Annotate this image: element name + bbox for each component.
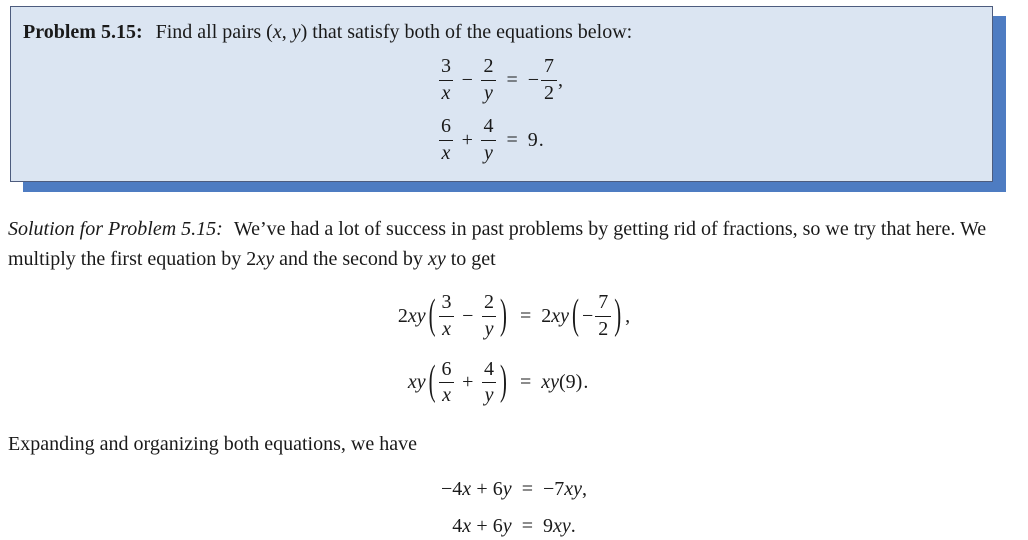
solution-lead: Solution for Problem 5.15: (8, 218, 223, 241)
math-var-xy: xy (564, 477, 583, 500)
equation-2-rhs (528, 129, 544, 151)
plus-operator: + (476, 477, 488, 500)
fraction-2-over-y (481, 292, 497, 340)
minus-operator: − (462, 305, 474, 328)
period: . (538, 129, 544, 152)
fraction-denominator: 2 (541, 80, 557, 105)
expanding-paragraph: Expanding and organizing both equations, we have (8, 432, 417, 455)
fraction-numerator: 2 (483, 55, 494, 77)
period: . (570, 514, 576, 537)
fraction-denominator: x (439, 382, 454, 407)
fraction-6-over-x (438, 116, 454, 164)
equals-sign: = (521, 477, 533, 500)
left-paren: ( (428, 357, 436, 405)
fraction-3-over-x (438, 56, 454, 104)
right-paren: ) (500, 291, 507, 339)
left-paren: ( (572, 291, 579, 339)
mult-equation-1-lhs (398, 292, 510, 340)
math-var-y: y (502, 477, 512, 500)
solution-text-3: to get (445, 248, 496, 271)
minus-operator: − (461, 68, 473, 91)
math-var-x: x (462, 514, 472, 537)
fraction-denominator: y (482, 316, 497, 341)
math-var-x: x (272, 21, 282, 43)
fraction-denominator: y (482, 382, 497, 407)
term-9: 9 (542, 514, 553, 537)
final-equation-1-lhs (441, 475, 512, 503)
fraction-2-over-y (480, 56, 496, 104)
math-var-y: y (502, 514, 512, 537)
math-var-xy: xy (551, 305, 569, 328)
problem-prompt-text-1: Find all pairs ( (155, 21, 273, 43)
fraction-denominator: y (481, 80, 496, 105)
equation-1-rhs (528, 56, 563, 104)
period: . (583, 371, 589, 394)
problem-box (10, 6, 993, 182)
fraction-denominator: 2 (595, 316, 611, 341)
fraction-numerator: 3 (440, 55, 451, 77)
plus-operator: + (462, 371, 474, 394)
negative-sign: − (581, 305, 594, 328)
solution-paragraph (8, 214, 1020, 274)
term-6: 6 (492, 514, 503, 537)
math-var-x: x (462, 477, 472, 500)
comma: , (625, 305, 631, 328)
fraction-denominator: x (439, 80, 454, 105)
fraction-numerator: 7 (598, 291, 609, 314)
term-neg4: −4 (440, 477, 463, 500)
plus-operator: + (476, 514, 488, 537)
problem-equation-group (438, 56, 563, 164)
equation-1-lhs (438, 56, 496, 104)
right-paren: ) (500, 357, 507, 405)
math-var-y: y (291, 21, 301, 43)
math-var-xy: xy (256, 248, 275, 271)
math-var-xy: xy (541, 371, 559, 394)
fraction-denominator: x (439, 140, 454, 165)
fraction-numerator: 6 (440, 115, 451, 138)
equals-sign: = (506, 129, 518, 152)
equals-sign: = (521, 514, 533, 537)
final-equation-2-rhs (543, 512, 576, 540)
negative-sign: − (527, 68, 540, 91)
problem-prompt-text-2: , (281, 21, 292, 43)
plus-operator: + (461, 129, 473, 152)
equals-sign: = (519, 371, 532, 394)
left-paren: ( (428, 291, 436, 339)
solution-text-1: We’ve had a lot of success in past problems by getting rid of fractions, so we try that here. We multiply the first equation by 2 (8, 218, 987, 271)
multiplied-equation-group (398, 292, 630, 406)
coefficient-2: 2 (397, 305, 408, 328)
problem-prompt-text-3: ) that satisfy both of the equations below: (300, 21, 633, 43)
equation-2-lhs (438, 116, 496, 164)
problem-label: Problem 5.15: (23, 21, 143, 43)
fraction-4-over-y (481, 359, 497, 407)
fraction-denominator: y (481, 140, 496, 165)
term-neg7: −7 (542, 477, 565, 500)
fraction-numerator: 3 (441, 291, 452, 314)
fraction-7-over-2 (541, 56, 557, 104)
mult-equation-1-rhs (541, 292, 630, 340)
equals-sign: = (519, 305, 532, 328)
comma: , (582, 477, 588, 500)
fraction-numerator: 6 (441, 357, 452, 380)
mult-equation-2-lhs (408, 359, 510, 407)
solution-text-2: and the second by (274, 248, 428, 271)
final-equation-1-rhs (543, 475, 587, 503)
term-4: 4 (452, 514, 463, 537)
fraction-numerator: 4 (483, 115, 494, 138)
right-paren: ) (614, 291, 622, 339)
coefficient-2: 2 (541, 305, 552, 328)
mult-equation-2-rhs (541, 371, 588, 393)
fraction-6-over-x (439, 359, 455, 407)
parenthesized-9: (9) (559, 371, 583, 394)
fraction-numerator: 4 (484, 357, 495, 380)
fraction-denominator: x (439, 316, 454, 341)
math-var-xy: xy (427, 248, 446, 271)
comma: , (558, 68, 564, 91)
math-var-xy: xy (407, 371, 426, 394)
equals-sign: = (506, 68, 518, 91)
problem-title (23, 19, 978, 46)
number-9: 9 (527, 129, 538, 152)
fraction-7-over-2 (595, 292, 611, 340)
term-6: 6 (492, 477, 503, 500)
math-var-xy: xy (552, 514, 571, 537)
final-equation-group (441, 475, 587, 540)
fraction-4-over-y (480, 116, 496, 164)
fraction-numerator: 2 (484, 291, 495, 314)
final-equation-2-lhs (452, 512, 511, 540)
fraction-numerator: 7 (544, 55, 555, 77)
fraction-3-over-x (439, 292, 455, 340)
math-var-xy: xy (407, 305, 426, 328)
